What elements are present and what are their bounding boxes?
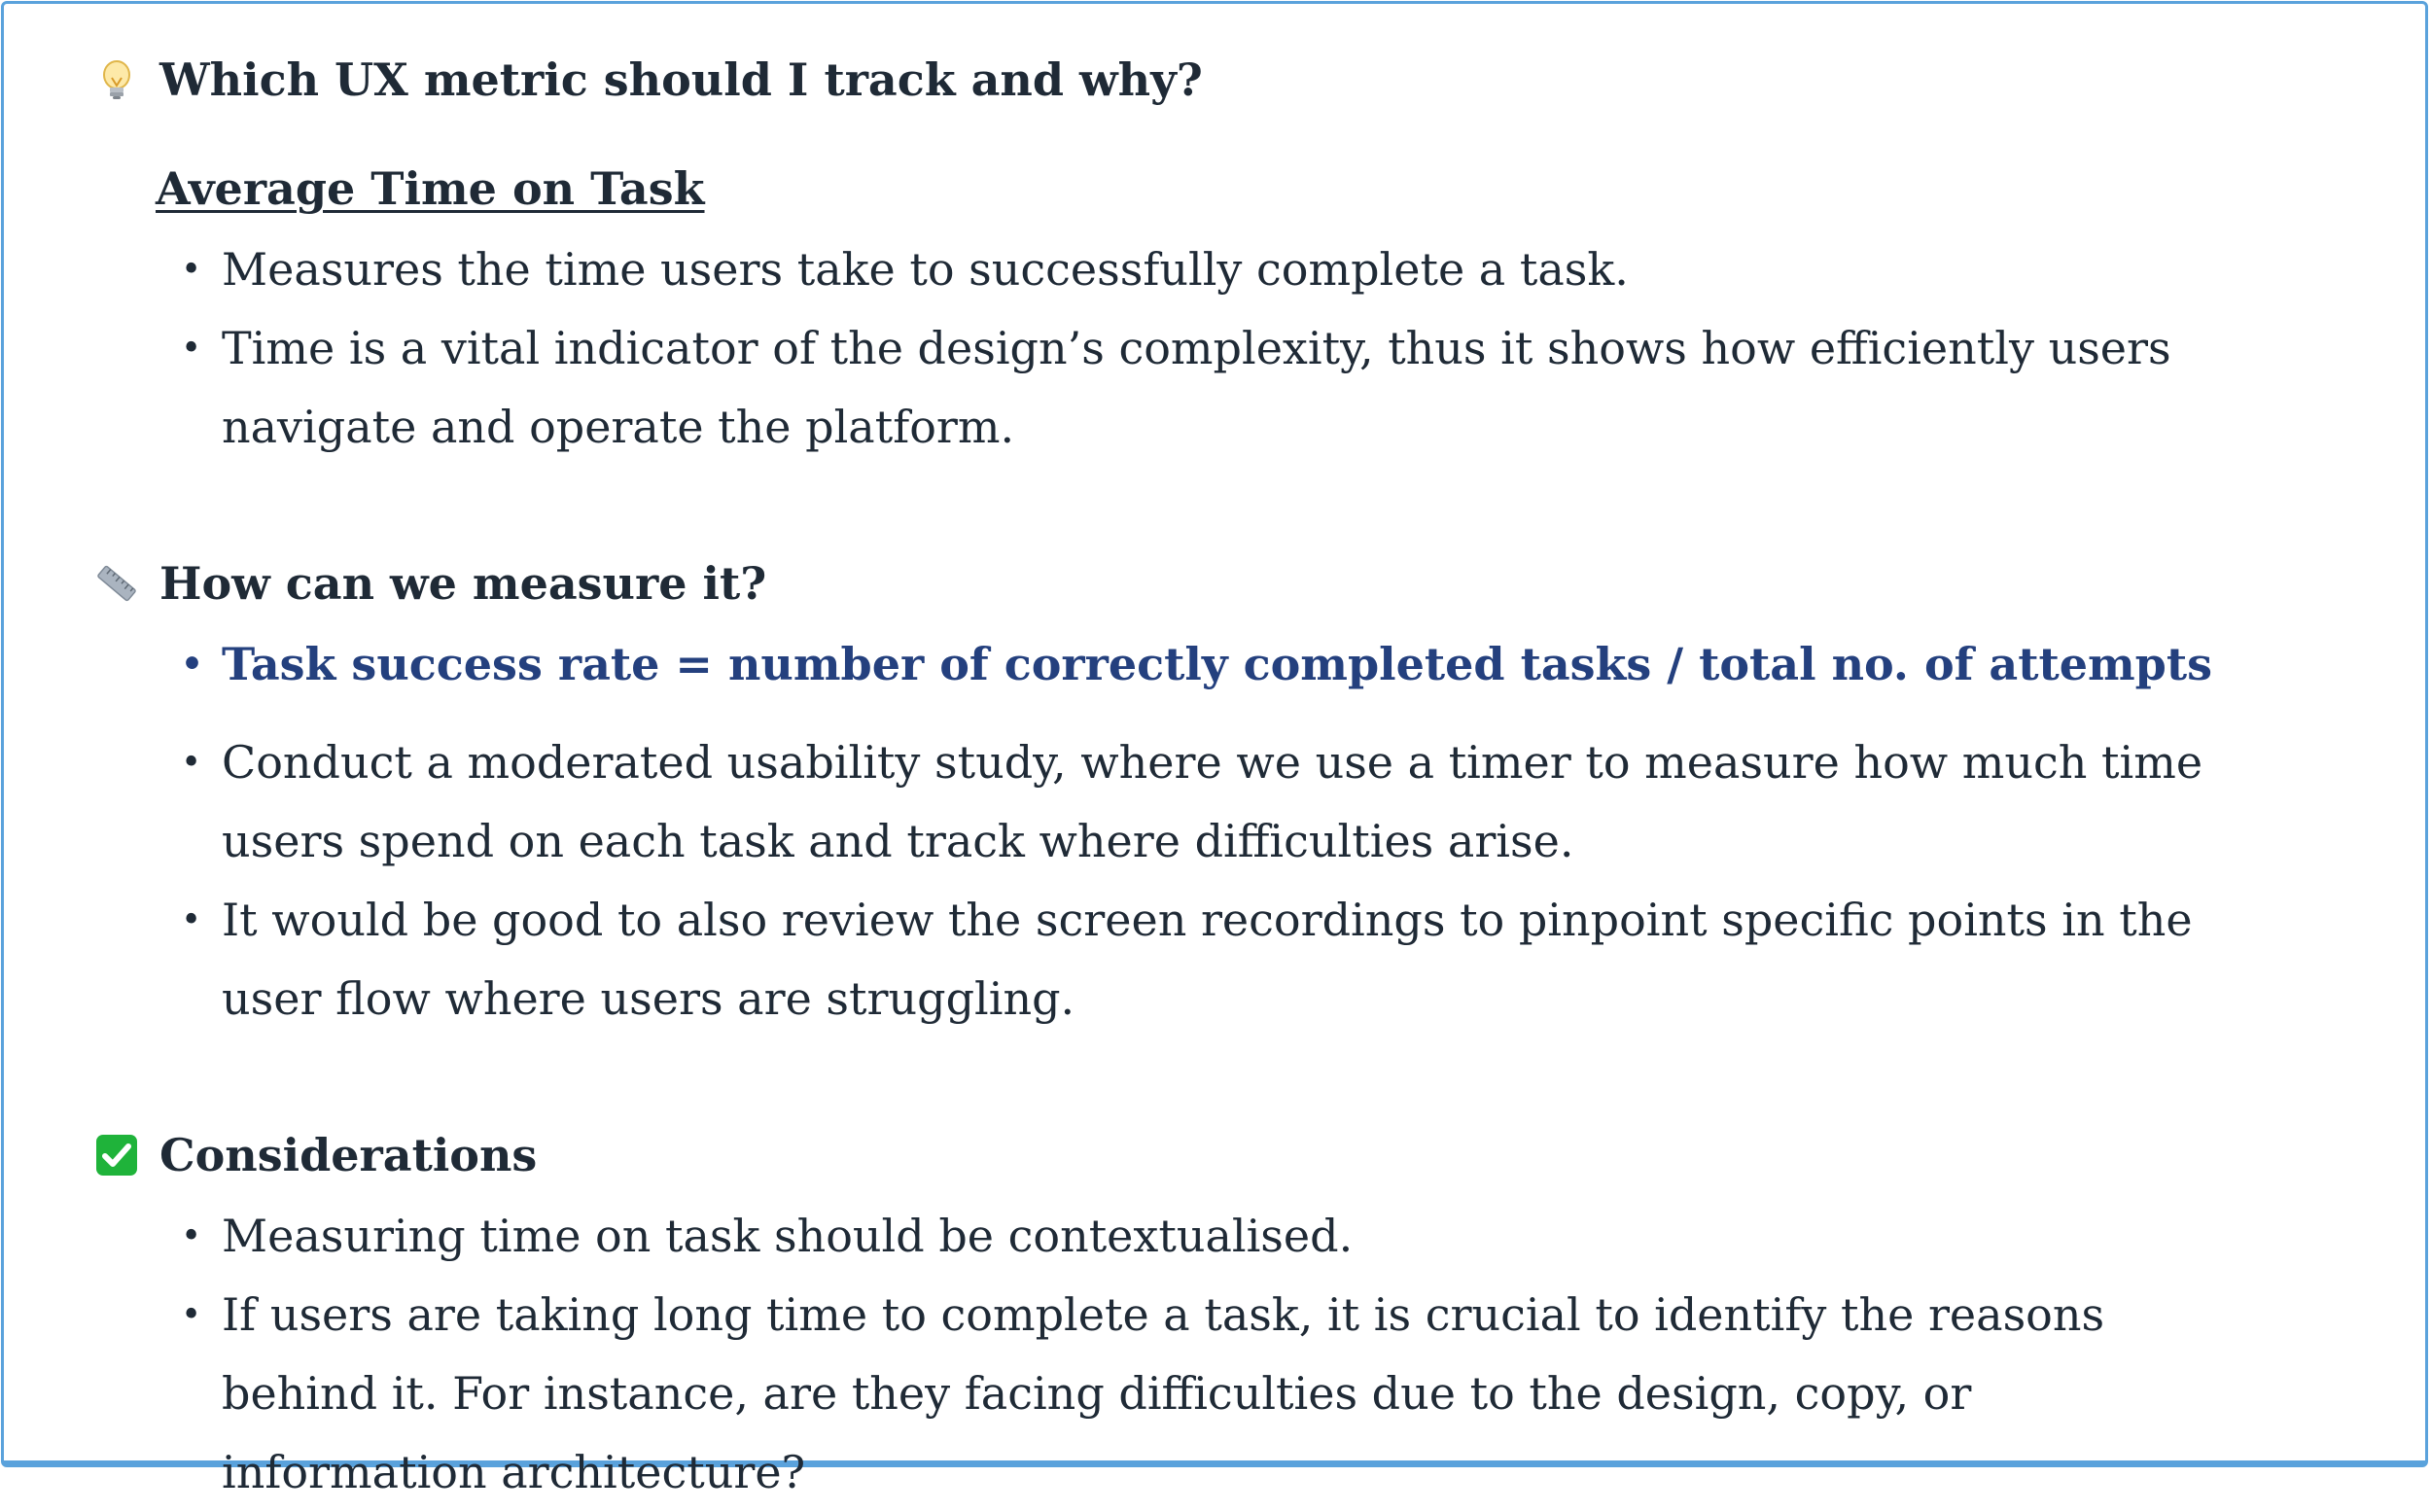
section-heading-measure: How can we measure it?	[93, 554, 766, 613]
measurement-list	[4, 625, 2240, 1038]
metric-name: Average Time on Task	[156, 162, 705, 215]
ruler-icon	[93, 560, 140, 607]
check-mark-button-icon	[93, 1132, 140, 1178]
formula-item: • Task success rate = number of correctly completed tasks / total no. of attempts	[4, 625, 2244, 704]
list-item: • Measuring time on task should be contextualised.	[4, 1197, 2244, 1276]
section-heading-metric: Which UX metric should I track and why?	[93, 51, 1203, 109]
list-item: • Conduct a moderated usability study, where we use a timer to measure how much time users spend on each task and track where difficulties arise.	[4, 723, 2244, 881]
list-item: • If users are taking long time to complete a task, it is crucial to identify the reasons behind it. For instance, are they facing difficulties due to the design, copy, or information architecture?	[4, 1276, 2244, 1512]
note-card	[1, 1, 2428, 1498]
list-item: • Time is a vital indicator of the design’s complexity, thus it shows how efficiently users navigate and operate the platform.	[4, 309, 2244, 467]
list-item: • It would be good to also review the screen recordings to pinpoint specific points in the user flow where users are struggling.	[4, 881, 2244, 1038]
metric-description-list	[4, 230, 2240, 467]
section-heading-considerations: Considerations	[93, 1126, 537, 1184]
list-item: • Measures the time users take to successfully complete a task.	[4, 230, 2244, 309]
considerations-list	[4, 1197, 2240, 1512]
lightbulb-icon	[93, 56, 140, 103]
